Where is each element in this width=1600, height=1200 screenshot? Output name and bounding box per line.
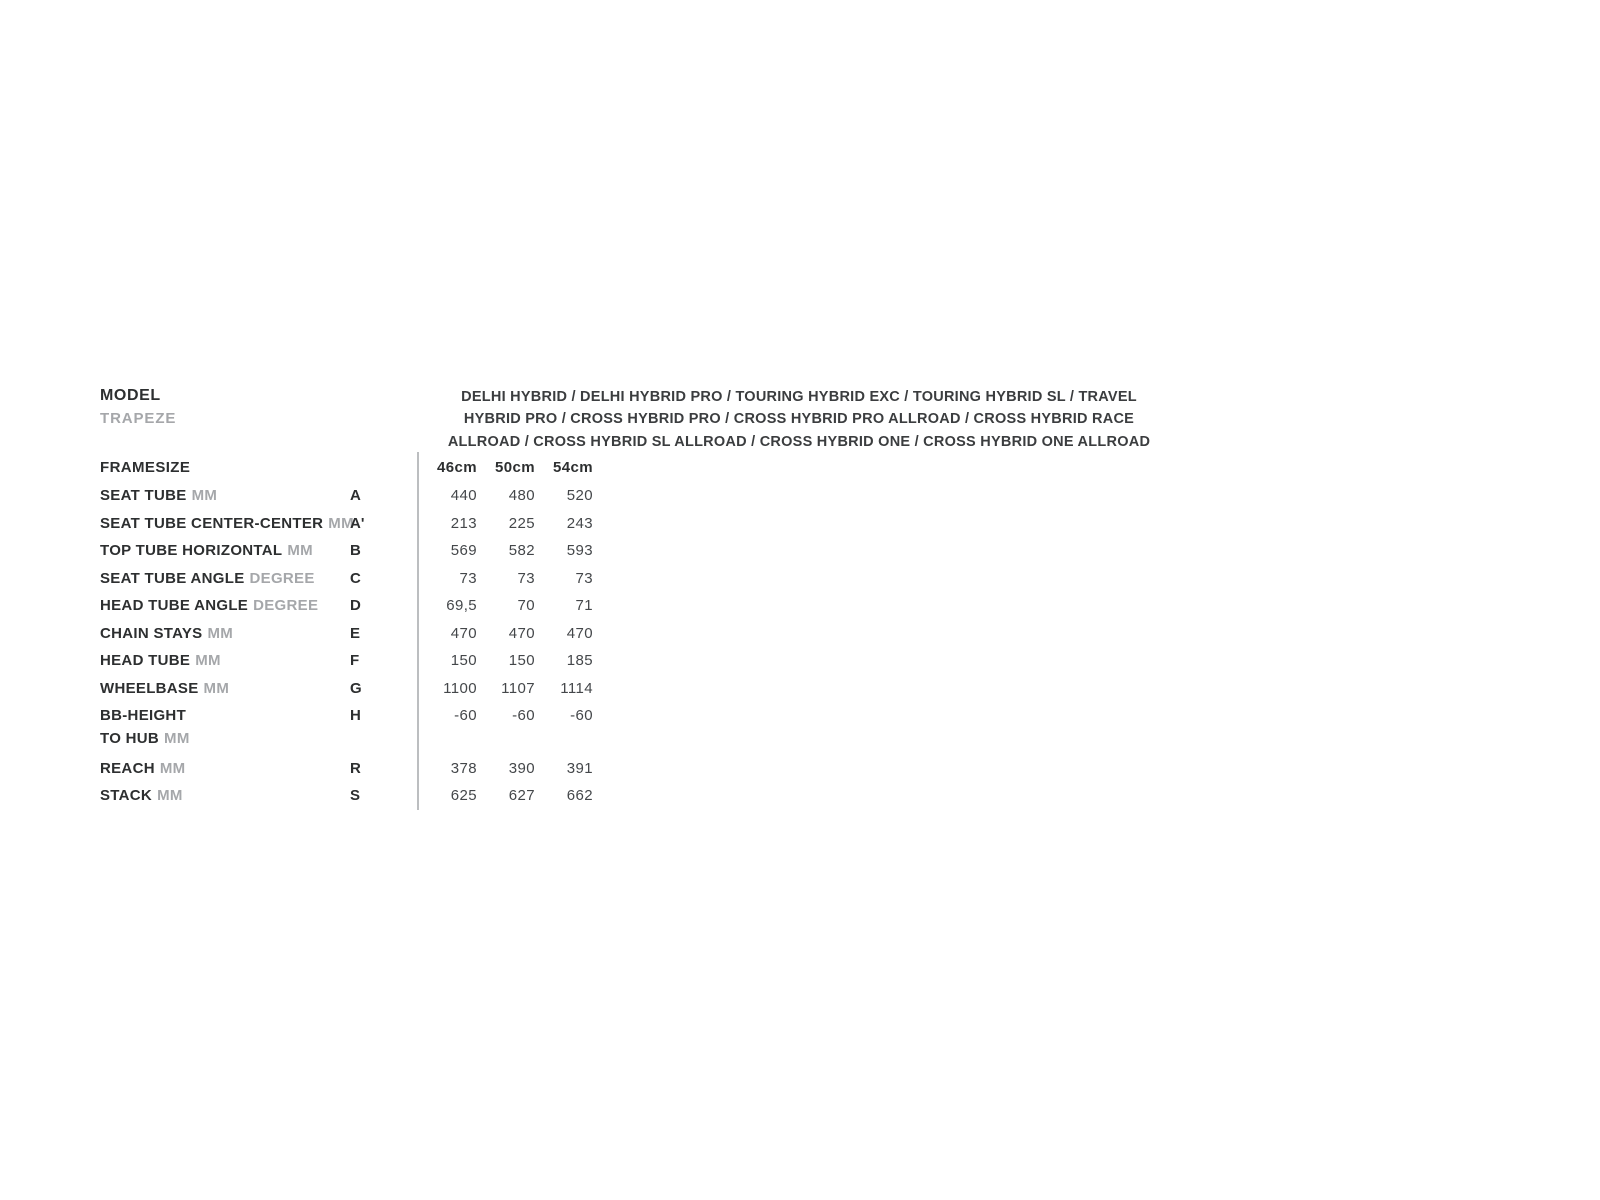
table-row-bb-height: BB-HEIGHT TO HUB MM H -60 -60 -60 [100, 704, 600, 730]
model-block [100, 384, 176, 430]
table-row-chain-stays: CHAIN STAYS MM E 470 470 470 [100, 622, 600, 648]
bike-geometry-diagram [880, 420, 1480, 830]
row-code: E [350, 625, 361, 642]
table-row-top-tube: TOP TUBE HORIZONTAL MM B 569 582 593 [100, 539, 600, 565]
table-row-seat-tube-cc: SEAT TUBE CENTER-CENTER MM A' 213 225 243 [100, 512, 600, 538]
table-row-wheelbase: WHEELBASE MM G 1100 1107 1114 [100, 677, 600, 703]
table-row-seat-tube: SEAT TUBE MM A 440 480 520 [100, 484, 600, 510]
size-column-54: 54cm [553, 459, 593, 476]
model-variant-label: TRAPEZE [100, 410, 177, 427]
row-code: B [350, 542, 361, 559]
table-row-reach: REACH MM R 378 390 391 [100, 757, 600, 783]
row-code: R [350, 760, 361, 777]
row-code: S [350, 787, 361, 804]
row-code: H [350, 707, 361, 724]
model-names-line3: ALLROAD / CROSS HYBRID SL ALLROAD / CROSS HYBRID ONE / CROSS HYBRID ONE ALLROAD [447, 433, 1151, 450]
row-code: A' [350, 515, 365, 532]
size-column-50: 50cm [495, 459, 535, 476]
row-code: C [350, 570, 361, 587]
row-code: D [350, 597, 361, 614]
model-names-line2: HYBRID PRO / CROSS HYBRID PRO / CROSS HYBRID PRO ALLROAD / CROSS HYBRID RACE [463, 411, 1135, 428]
table-row-head-tube-angle: HEAD TUBE ANGLE DEGREE D 69,5 70 71 [100, 594, 600, 620]
framesize-header-row [100, 456, 600, 482]
row-code: G [350, 680, 362, 697]
table-row-seat-tube-angle: SEAT TUBE ANGLE DEGREE C 73 73 73 [100, 567, 600, 593]
framesize-label: FRAMESIZE [100, 459, 191, 476]
model-names-line1: DELHI HYBRID / DELHI HYBRID PRO / TOURING HYBRID EXC / TOURING HYBRID SL / TRAVEL [461, 389, 1137, 405]
size-column-46: 46cm [437, 459, 477, 476]
row-code: A [350, 487, 361, 504]
table-row-stack: STACK MM S 625 627 662 [100, 784, 600, 810]
model-label: MODEL [100, 387, 161, 404]
row-code: F [350, 652, 360, 669]
row-label-line2: TO HUB MM [100, 730, 190, 747]
table-row-head-tube: HEAD TUBE MM F 150 150 185 [100, 649, 600, 675]
